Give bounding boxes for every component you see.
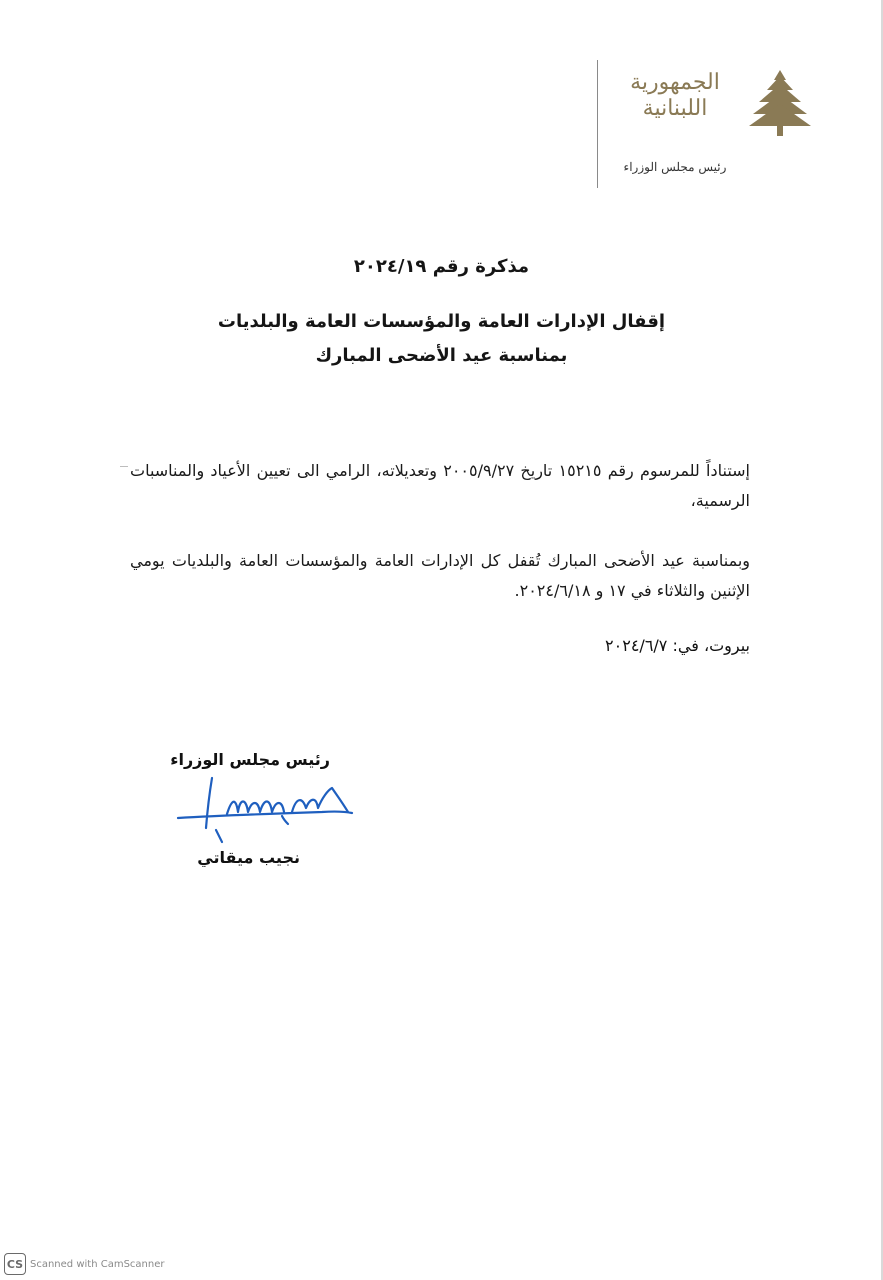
body-paragraph-1: إستناداً للمرسوم رقم ١٥٢١٥ تاريخ ٢٠٠٥/٩/٢٧ وتعديلاته، الرامي الى تعيين الأعياد والمناسبات الرسمية، [130, 461, 750, 510]
letterhead-republic: الجمهورية اللبنانية [630, 70, 720, 121]
margin-mark [120, 466, 128, 467]
memo-number: مذكرة رقم ٢٠٢٤/١٩ [353, 256, 530, 277]
memo-subject-line-1: إقفال الإدارات العامة والمؤسسات العامة والبلديات [217, 311, 666, 332]
memo-subject-line-2: بمناسبة عيد الأضحى المبارك [315, 345, 568, 366]
body-paragraph-2: وبمناسبة عيد الأضحى المبارك تُقفل كل الإدارات العامة والمؤسسات العامة والبلديات يومي الإثنين والثلاثاء في ١٧ و ٢٠٢٤/٦/١٨. [130, 551, 750, 600]
signatory-name: نجيب ميقاتي [197, 848, 300, 867]
signatory-title: رئيس مجلس الوزراء [170, 750, 330, 769]
letterhead [597, 60, 837, 190]
handwritten-signature [172, 768, 362, 848]
letterhead-divider [597, 60, 598, 188]
camscanner-logo-icon: CS [4, 1253, 26, 1275]
dateline: بيروت، في: ٢٠٢٤/٦/٧ [605, 636, 750, 655]
cedar-tree-icon [747, 68, 813, 140]
letterhead-office: رئيس مجلس الوزراء [623, 160, 727, 174]
scanner-watermark [4, 1252, 165, 1276]
scanner-label: Scanned with CamScanner [30, 1258, 165, 1270]
